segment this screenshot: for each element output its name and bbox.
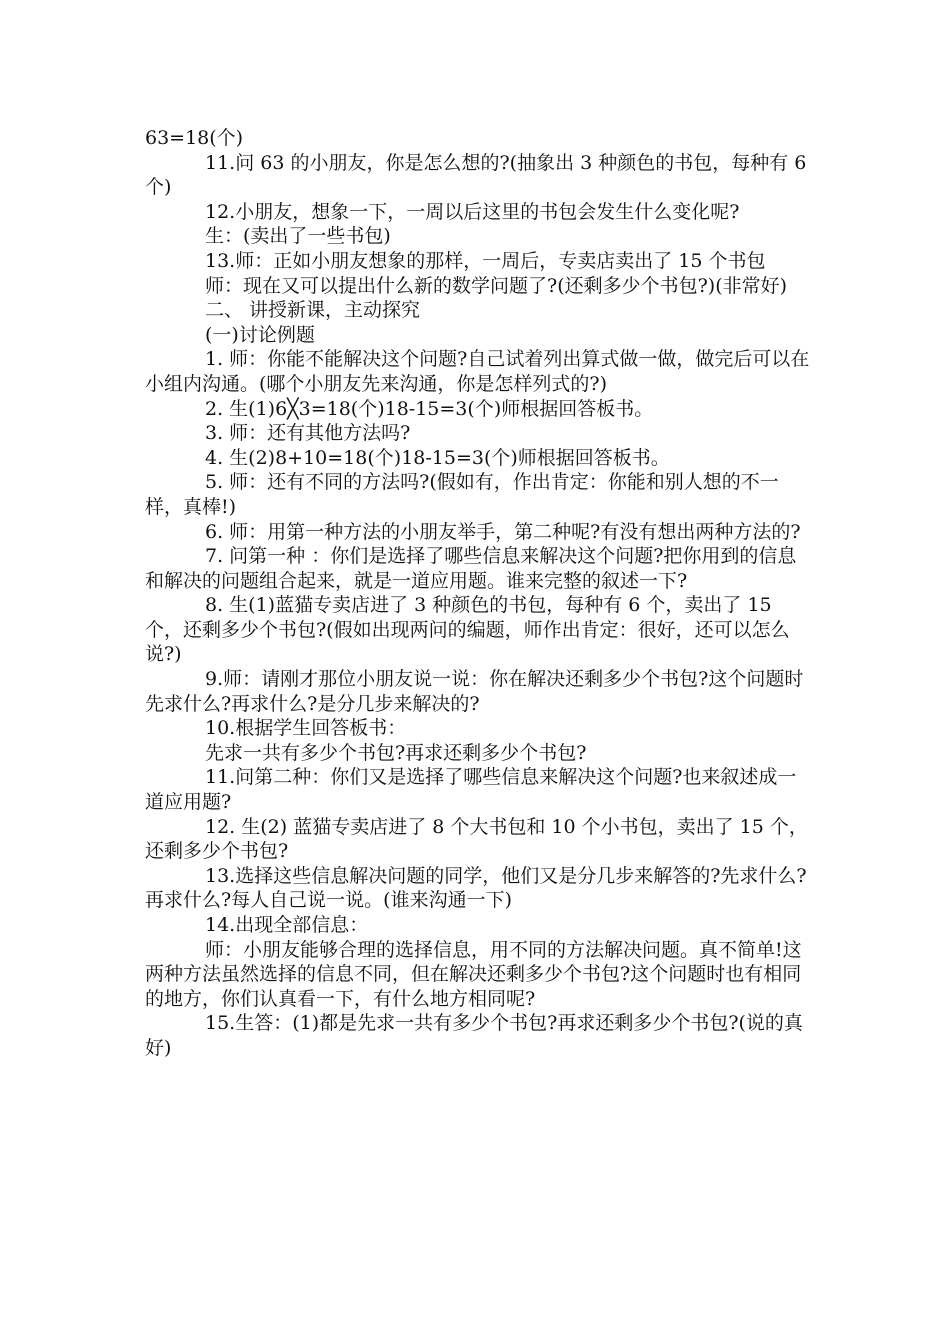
paragraph: 5. 师：还有不同的方法吗?(假如有，作出肯定：你能和别人想的不一样，真棒!) [145, 471, 779, 518]
paragraph: 1. 师：你能不能解决这个问题?自己试着列出算式做一做，做完后可以在小组内沟通。(哪个小朋友先来沟通，你是怎样列式的?) [145, 348, 810, 395]
paragraph: 3. 师：还有其他方法吗? [205, 422, 411, 445]
paragraph: 11.问 63 的小朋友，你是怎么想的?(抽象出 3 种颜色的书包，每种有 6 个) [145, 151, 813, 199]
paragraph: 12.小朋友，想象一下，一周以后这里的书包会发生什么变化呢? [205, 200, 740, 223]
paragraph: 4. 生(2)8+10=18(个)18-15=3(个)师根据回答板书。 [205, 446, 670, 469]
paragraph: 11.问第二种：你们又是选择了哪些信息来解决这个问题?也来叙述成一道应用题? [145, 766, 797, 814]
paragraph: 7. 问第一种 ：你们是选择了哪些信息来解决这个问题?把你用到的信息和解决的问题组合起来，就是一道应用题。谁来完整的叙述一下? [145, 545, 797, 592]
paragraph: 13.师：正如小朋友想象的那样，一周后，专卖店卖出了 15 个书包 [205, 249, 766, 272]
paragraph: 8. 生(1)蓝猫专卖店进了 3 种颜色的书包，每种有 6 个，卖出了 15 个，还剩多少个书包?(假如出现两问的编题，师作出肯定：很好，还可以怎么说?) [145, 594, 790, 666]
paragraph: 2. 生(1)6╳3=18(个)18-15=3(个)师根据回答板书。 [205, 397, 654, 420]
paragraph: 生：(卖出了一些书包) [205, 225, 391, 248]
paragraph: 师：现在又可以提出什么新的数学问题了?(还剩多少个书包?)(非常好) [205, 274, 788, 297]
document-page [145, 126, 813, 1061]
paragraph: 二、 讲授新课，主动探究 [205, 299, 421, 322]
paragraph: 9.师：请刚才那位小朋友说一说：你在解决还剩多少个书包?这个问题时先求什么?再求什么?是分几步来解决的? [145, 668, 804, 715]
paragraph: 63=18(个) [145, 127, 244, 149]
paragraph: 12. 生(2) 蓝猫专卖店进了 8 个大书包和 10 个小书包，卖出了 15 个，还剩多少个书包? [145, 815, 808, 863]
paragraph: (一)讨论例题 [205, 323, 315, 346]
paragraph: 13.选择这些信息解决问题的同学，他们又是分几步来解答的?先求什么?再求什么?每人自己说一说。(谁来沟通一下) [145, 864, 807, 912]
paragraph: 师：小朋友能够合理的选择信息，用不同的方法解决问题。真不简单!这两种方法虽然选择的信息不同，但在解决还剩多少个书包?这个问题时也有相同的地方，你们认真看一下，有什么地方相同呢? [145, 938, 802, 1010]
paragraph: 6. 师：用第一种方法的小朋友举手，第二种呢?有没有想出两种方法的? [205, 520, 801, 543]
paragraph: 14.出现全部信息： [205, 914, 369, 936]
paragraph: 10.根据学生回答板书： [205, 717, 407, 740]
paragraph: 15.生答：(1)都是先求一共有多少个书包?再求还剩多少个书包?(说的真好) [145, 1012, 803, 1059]
paragraph: 先求一共有多少个书包?再求还剩多少个书包? [205, 741, 587, 764]
